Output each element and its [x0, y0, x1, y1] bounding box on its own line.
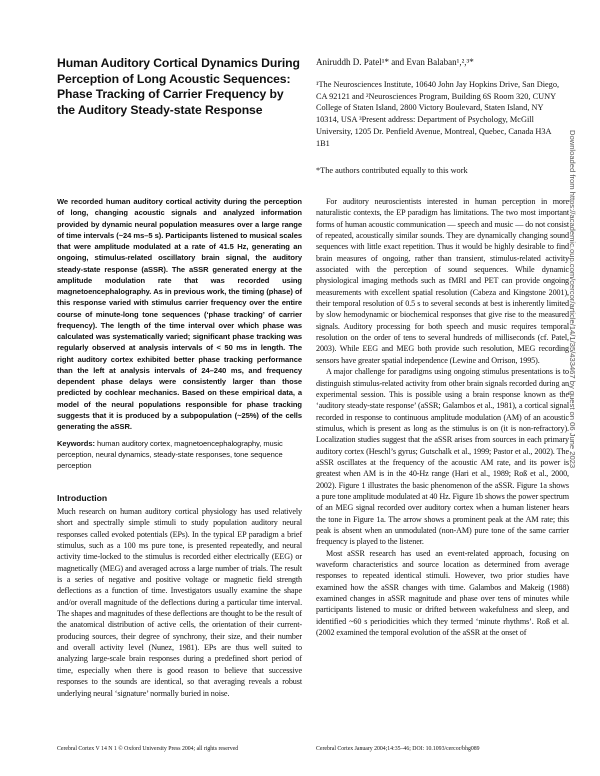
introduction-paragraph: Much research on human auditory cortical physiology has used relatively short and spectrally simple stimuli to study population auditory neural responses called evoked potentials (EPs). In the typical EP paradigm a brief stimulus, such as a 100 ms pure tone, is presented repeatedly, and neural activity time-locked to the stimulus is recorded either electrically (EEG) or magnetically (MEG) and averaged across a large number of trials. The result is a series of negative and positive voltage or magnetic field strength deflections as a function of time. Investigators usually examine the shape and/or overall magnitude of the deflections during a particular time interval. The shapes and magnitudes of these deflections are thought to be the result of the anatomical distribution of active cells, the orientation of their current-producing sources, their degree of synchrony, their size, and their number and overall activity level (Nunez, 1981). EPs are thus well suited to analyzing large-scale brain responses during a predefined short period of time, especially when there is good reason to believe that successive responses to the sounds are identical, so that averaging reveals a robust underlying neural ‘signature’ normally buried in noise. — [57, 507, 302, 698]
keywords-text: human auditory cortex, magnetoencephalography, music perception, neural dynamics, steady-state responses, tone sequence perception — [57, 439, 283, 471]
right-column-body — [316, 196, 569, 638]
author-list: Aniruddh D. Patel¹* and Evan Balaban¹,²,³* — [316, 57, 474, 67]
equal-contribution-note: *The authors contributed equally to this work — [316, 166, 468, 175]
body-paragraph: A major challenge for paradigms using ongoing stimulus presentations is to distinguish stimulus-related activity from other brain signals recorded during an experimental session. This is possible using a brain response known as the ‘auditory steady-state response’ (aSSR; Galambos et al., 1981), a cortical signal recorded in response to continuous amplitude modulation (AM) of an acoustic stimulus, which is present as long as the stimulus is on (it is non-refractory). Localization studies suggest that the aSSR arises from sources in each primary auditory cortex (Heschl’s gyrus; Gutschalk et al., 1999; Pastor et al., 2002). The aSSR oscillates at the frequency of the acoustic AM rate, and its power is greatest when AM is in the 40-Hz range (Hari et al., 1989; Roß et al., 2000, 2002). Figure 1 illustrates the basic phenomenon of the aSSR. Figure 1a shows a pure tone amplitude modulated at 40 Hz. Figure 1b shows the power spectrum of an MEG signal recorded over auditory cortex when a human listener hears the tone in Figure 1a. The arrow shows a prominent peak at the AM rate; this peak is absent when an unmodulated (non-AM) pure tone of the same carrier frequency is played to the listener. — [316, 367, 569, 547]
body-paragraph: For auditory neuroscientists interested in human perception in more naturalistic contexts, the EP paradigm has limitations. The two most important forms of human acoustic communication — speech and music — do not consist of repeated, acoustically similar sounds. They are dynamically changing sound sequences with little exact repetition. Thus it would be highly desirable to find brain measures of ongoing, rather than transient, stimulus-related activity associated with the perception of sound sequences. While dynamic physiological imaging methods such as fMRI and PET can provide ongoing measurements with excellent spatial resolution (Cabeza and Kingstone 2001), their temporal resolution of 0.5 s to several seconds at best is inherently limited by slow hemodynamic or biochemical responses that give rise to the measured signals. Auditory processing for both speech and music requires temporal resolution on the order of tens to several hundreds of milliseconds (cf. Patel, 2003). While EEG and MEG both provide such resolution, MEG recording sensors have greater spatial independence (Lewine and Orrison, 1995). — [316, 197, 569, 365]
keywords-label: Keywords: — [57, 439, 95, 448]
keywords — [57, 438, 302, 472]
abstract: We recorded human auditory cortical activity during the perception of long, changing acoustic signals and analyzed information provided by dynamic neural population measures over a large range of time intervals (~24 ms–5 s). Participants listened to musical scales that were amplitude modulated at a rate of 41.5 Hz, generating an ongoing, stimulus-related oscillatory brain signal, the auditory steady-state response (aSSR). The aSSR generated energy at the amplitude modulation rate that was recorded using magnetoencephalography. As in previous work, the timing (phase) of this response varied with stimulus carrier frequency over the entire course of minute-long tone sequences (‘phase tracking’ of carrier frequency). The length of the time interval over which phase was calculated was systematically varied; significant phase tracking was regularly observed at analysis intervals of < 50 ms in length. The right auditory cortex exhibited better phase tracking performance than the left at analysis intervals of 24–240 ms, and frequency dependent phase delays were consistently larger than those predicted by cochlear mechanics. Based on these empirical data, a model of the neural populations responsible for phase tracking suggests that it is produced by a subpopulation (~25%) of the cells generating the aSSR. — [57, 197, 302, 431]
section-heading-introduction: Introduction — [57, 493, 108, 503]
article-title: Human Auditory Cortical Dynamics During Perception of Long Acoustic Sequences: Phase Tracking of Carrier Frequency by the Auditory Steady-state Response — [57, 56, 300, 117]
footer-citation: Cerebral Cortex January 2004;14:35–46; DOI: 10.1093/cercor/bhg089 — [316, 746, 480, 752]
body-paragraph: Most aSSR research has used an event-related approach, focusing on waveform characteristics and source location as determined from average responses to repeated identical stimuli. However, two prior studies have examined how the aSSR changes with time. Galambos and Makeig (1988) examined changes in aSSR magnitude and phase over tens of minutes while participants listened to music or drifted between wakefulness and sleep, and identified ~60 s periodicities which they termed ‘minute rhythms’. Roß et al. (2002 examined the temporal evolution of the aSSR at the onset of — [316, 548, 569, 638]
affiliations: ¹The Neurosciences Institute, 10640 John Jay Hopkins Drive, San Diego, CA 92121 and ²Neurosciences Program, Building 6S Room 320, CUNY College of Staten Island, 2800 Victory Boulevard, Staten Island, NY 10314, USA ³Present address: Department of Psychology, McGill University, 1205 Dr. Penfield Avenue, Montreal, Quebec, Canada H3A 1B1 — [316, 80, 560, 148]
footer-journal-copyright: Cerebral Cortex V 14 N 1 © Oxford University Press 2004; all rights reserved — [57, 746, 239, 752]
download-watermark: Downloaded from https://academic.oup.com/cercor/article/14/1/35/433467 by guest on 06 June 2023 — [568, 130, 577, 469]
